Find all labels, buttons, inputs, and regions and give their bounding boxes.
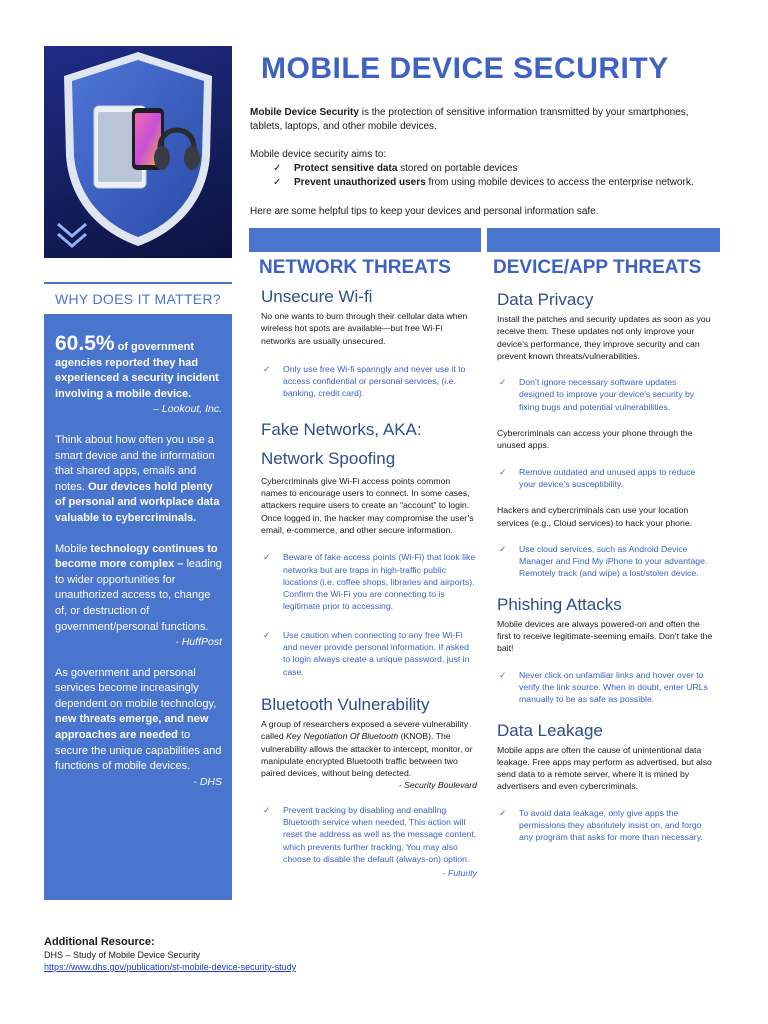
list-item: [266, 162, 726, 176]
section-heading: Bluetooth Vulnerability: [261, 694, 430, 714]
text: As government and personal services become increasingly dependent on mobile technology,: [55, 666, 217, 710]
tip-text: Prevent tracking by disabling and enabling Bluetooth service when needed. This action will reset the address as well as the message content, which prevents further tracking. You may also choose to disable the default (always-on) option.: [283, 804, 477, 864]
text: Think about how often you use a smart device and the information that shared apps, emails and notes.: [55, 433, 215, 493]
tip: [497, 543, 713, 580]
checkmark-icon: ✓: [273, 177, 282, 188]
network-threats-heading: NETWORK THREATS: [259, 257, 451, 278]
footer-source: DHS – Study of Mobile Device Security: [44, 949, 201, 960]
stat-line: [55, 332, 222, 356]
emphasis: technology continues to become more complex –: [55, 542, 218, 571]
aim-bold: Prevent unauthorized users: [294, 177, 426, 188]
text: A group of researchers exposed a severe vulnerability called: [261, 718, 469, 742]
emphasis: Our devices hold plenty of personal and workplace data valuable to cybercriminals.: [55, 480, 220, 524]
intro-paragraph: [250, 106, 720, 134]
tip-text: Remove outdated and unused apps to reduce your device’s susceptibility.: [519, 466, 696, 489]
tip-text: Don’t ignore necessary software updates designed to improve your device’s security by fixing bugs and potential vulnerabilities.: [519, 377, 695, 412]
section-body: Mobile apps are often the cause of unintentional data leakage. Free apps may perform as advertised, but also send data to a remote server, where it is mined by advertisers and even cybercriminals.: [497, 744, 712, 792]
sidebar-paragraph: [55, 666, 222, 775]
quote-source: - HuffPost: [175, 636, 222, 649]
tip-text: Never click on unfamiliar links and hover over to verify the link source. When in doubt, enter URLs manually to be as safe as possible.: [519, 669, 708, 705]
section-body: Mobile devices are always powered-on and often the first to receive legitimate-seeming emails. Don’t take the bait!: [497, 618, 713, 654]
network-threats-column: [261, 286, 477, 880]
emphasis: new threats emerge, and new approaches are needed: [55, 713, 209, 742]
checkmark-icon: ✓: [499, 807, 507, 818]
stat-detail: agencies reported they had experienced a security incident involving a mobile device.: [55, 356, 219, 400]
checkmark-icon: ✓: [499, 669, 507, 680]
section-heading: Data Privacy: [497, 290, 594, 309]
text: (KNOB). The vulnerability allows the attacker to intercept, monitor, or manipulate encrypted Bluetooth traffic between two paired devices, without being detected.: [261, 731, 473, 779]
emphasis: Key Negotiation Of Bluetooth: [286, 731, 399, 742]
footer-heading: Additional Resource:: [44, 936, 155, 948]
aims-lead: Mobile device security aims to:: [250, 149, 387, 160]
checkmark-icon: ✓: [499, 466, 507, 477]
text: leading to wider opportunities for unauthorized access to, change of, or destruction of government/personal functions.: [55, 558, 222, 633]
device-header-bar: [487, 228, 720, 252]
tip: [497, 669, 713, 706]
section-body: Cybercriminals can access your phone through the unused apps.: [497, 428, 693, 451]
section-heading: Phishing Attacks: [497, 594, 622, 614]
page-title: MOBILE DEVICE SECURITY: [261, 52, 669, 85]
tip: [261, 804, 477, 865]
checkmark-icon: ✓: [499, 543, 507, 554]
section-body: Hackers and cybercriminals can use your location services (e.g., Cloud services) to hack your phone.: [497, 505, 693, 528]
quote-source: - Futurity: [442, 868, 477, 879]
spacer: [55, 418, 222, 433]
tip: [497, 376, 713, 413]
additional-resource: [44, 936, 544, 974]
list-item: [266, 176, 726, 190]
section-heading: Data Leakage: [497, 720, 603, 740]
aim-bold: Protect sensitive data: [294, 163, 398, 174]
tip: [497, 807, 713, 844]
section-heading: Fake Networks, AKA: Network Spoofing: [261, 419, 422, 468]
checkmark-icon: ✓: [263, 804, 271, 815]
text: to secure the unique capabilities and functions of mobile devices.: [55, 729, 222, 773]
tip-text: Use cloud services, such as Android Device Manager and Find My iPhone to your advantage. Remotely track (and wipe) a lost/stolen device.: [519, 543, 708, 579]
section-heading: Unsecure Wi-fi: [261, 287, 373, 306]
stat-source: – Lookout, Inc.: [153, 403, 222, 416]
quote-source: - Security Boulevard: [398, 780, 477, 791]
network-header-bar: [249, 228, 481, 252]
tip: [261, 363, 477, 400]
spacer: [55, 527, 222, 542]
device-threats-column: [497, 289, 713, 844]
checkmark-icon: ✓: [263, 363, 271, 374]
stat-value: 60.5%: [55, 332, 115, 355]
why-it-matters-panel: [44, 314, 232, 900]
device-threats-heading: DEVICE/APP THREATS: [493, 257, 702, 278]
aims-list: [266, 162, 726, 190]
tip: [261, 629, 477, 678]
aim-text: stored on portable devices: [397, 163, 518, 174]
tip-text: Only use free Wi-fi sparingly and never use it to access confidential or personal services, (i.e. banking, credit card).: [283, 363, 466, 399]
stat-text: of government: [114, 341, 194, 353]
why-it-matters-heading: WHY DOES IT MATTER?: [44, 282, 232, 310]
tip-text: To avoid data leakage, only give apps the permissions they absolutely insist on, and forgo any program that asks for more than necessary.: [519, 807, 703, 843]
text: Mobile: [55, 542, 91, 555]
section-body: [261, 718, 477, 779]
checkmark-icon: ✓: [499, 377, 507, 388]
tip-text: Use caution when connecting to any free Wi-Fi and never provide personal information. If asked to login always create a unique password, just in case.: [283, 629, 470, 677]
checkmark-icon: ✓: [273, 163, 282, 174]
stat-description: [55, 356, 222, 403]
checkmark-icon: ✓: [263, 629, 271, 640]
quote-source: - DHS: [193, 775, 222, 788]
spacer: [55, 651, 222, 666]
section-body: Install the patches and security updates as soon as you receive them. These updates not only improve your device’s performance, they improve security and can prevent known threats/vulnerabilities.: [497, 314, 711, 361]
tip: [261, 551, 477, 612]
intro-term: Mobile Device Security: [250, 107, 359, 118]
tips-lead: Here are some helpful tips to keep your devices and personal information safe.: [250, 206, 599, 217]
resource-link[interactable]: https://www.dhs.gov/publication/st-mobile-device-security-study: [44, 962, 297, 972]
intro-definition: is the protection of sensitive information transmitted by your smartphones, tablets, laptops, and other mobile devices.: [250, 107, 689, 132]
tip: [497, 466, 713, 491]
sidebar-paragraph: [55, 542, 222, 636]
hero-shield-image: [44, 46, 232, 258]
checkmark-icon: ✓: [263, 552, 271, 563]
section-body: No one wants to burn through their cellular data when wireless hot spots are available—but free Wi-Fi networks are usually unsecured.: [261, 311, 468, 346]
aim-text: from using mobile devices to access the enterprise network.: [425, 177, 694, 188]
section-body: Cybercriminals give Wi-Fi access points common names to encourage users to connect. In some cases, attackers require users to create an “account” to login. Once logged in, the hacker may compromise the user’s email, e-commerce, and other secure information.: [261, 475, 474, 535]
tip-text: Beware of fake access points (Wi-Fi) that look like networks but are traps in high-traffic public locations (i.e. coffee shops, libraries and airports). Confirm the Wi-Fi you are connecting to is legitimate prior to accessing.: [283, 552, 476, 612]
sidebar-paragraph: [55, 433, 222, 527]
